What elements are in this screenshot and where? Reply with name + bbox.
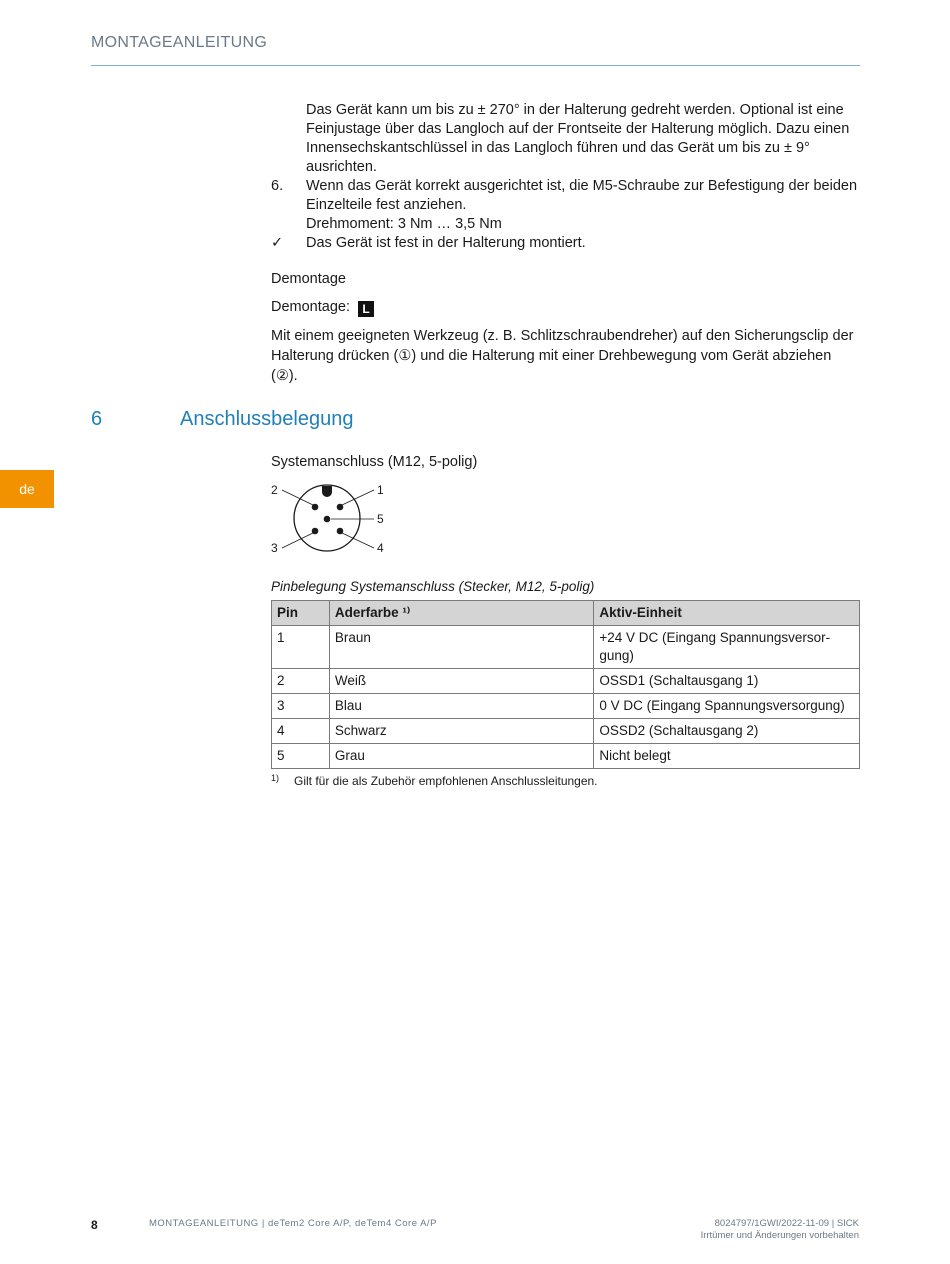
result-text: Das Gerät ist fest in der Halterung montiert. bbox=[306, 235, 586, 251]
connector-key bbox=[322, 486, 332, 497]
section-title: Anschlussbelegung bbox=[180, 408, 354, 430]
cell-wire-color: Weiß bbox=[329, 669, 593, 694]
pin-label-5: 5 bbox=[377, 512, 384, 526]
connector-heading: Systemanschluss (M12, 5-polig) bbox=[271, 454, 478, 470]
pin-assignment-table bbox=[271, 600, 860, 769]
cell-pin: 4 bbox=[272, 719, 330, 744]
demontage-label-line bbox=[271, 299, 374, 317]
checkmark-icon: ✓ bbox=[271, 235, 284, 251]
demontage-text: Mit einem geeigneten Werkzeug (z. B. Schlitzschraubendreher) auf den Sicherungsclip der Halterung drücken (①) und die Halterung mit einer Drehbewegung vom Gerät abziehen (②). bbox=[271, 328, 854, 384]
cell-wire-color: Schwarz bbox=[329, 719, 593, 744]
step-number: 6. bbox=[271, 178, 284, 194]
header-active-unit: Aktiv-Einheit bbox=[594, 601, 860, 626]
cell-active-unit: +24 V DC (Eingang Spannungsversorgung) bbox=[594, 626, 860, 669]
header-pin: Pin bbox=[272, 601, 330, 626]
cell-pin: 3 bbox=[272, 694, 330, 719]
section-number: 6 bbox=[91, 408, 103, 430]
step-6-text: Wenn das Gerät korrekt ausgerichtet ist, die M5-Schraube zur Befestigung der beiden Einzelteile fest anziehen. bbox=[306, 178, 858, 213]
page-number: 8 bbox=[91, 1218, 98, 1232]
cell-wire-color: Grau bbox=[329, 744, 593, 769]
table-row bbox=[272, 694, 860, 719]
step-6 bbox=[271, 177, 861, 237]
pin-label-3: 3 bbox=[271, 541, 278, 555]
cell-active-unit: Nicht belegt bbox=[594, 744, 860, 769]
instruction-continuation: Das Gerät kann um bis zu ± 270° in der Halterung gedreht werden. Optional ist eine Feinjustage über das Langloch auf der Frontseite der Halterung möglich. Dazu einen Innensechskantschlüssel in das Langloch führen und das Gerät um bis zu ± 9° ausrichten. bbox=[306, 102, 850, 175]
table-row bbox=[272, 719, 860, 744]
footnote-mark: 1) bbox=[271, 773, 280, 783]
demontage-label: Demontage: bbox=[271, 299, 350, 315]
footer-reference bbox=[701, 1218, 859, 1242]
table-row bbox=[272, 626, 860, 669]
footer-document-title: MONTAGEANLEITUNG | deTem2 Core A/P, deTem4 Core A/P bbox=[149, 1218, 437, 1229]
table-caption: Pinbelegung Systemanschluss (Stecker, M12, 5-polig) bbox=[271, 579, 595, 594]
demontage-heading: Demontage bbox=[271, 271, 346, 287]
pin-5 bbox=[324, 516, 331, 523]
connector-pin-diagram bbox=[262, 476, 402, 560]
cell-pin: 1 bbox=[272, 626, 330, 669]
cell-active-unit: OSSD1 (Schaltausgang 1) bbox=[594, 669, 860, 694]
footnote-text: Gilt für die als Zubehör empfohlenen Anschlussleitungen. bbox=[294, 774, 598, 788]
cell-pin: 5 bbox=[272, 744, 330, 769]
language-tab: de bbox=[0, 470, 54, 508]
table-header-row bbox=[272, 601, 860, 626]
header-title: MONTAGEANLEITUNG bbox=[91, 34, 268, 51]
badge-icon: L bbox=[358, 301, 374, 317]
leader-4 bbox=[342, 533, 374, 548]
pin-label-2: 2 bbox=[271, 483, 278, 497]
cell-active-unit: OSSD2 (Schaltausgang 2) bbox=[594, 719, 860, 744]
footer-disclaimer: Irrtümer und Änderungen vorbehalten bbox=[700, 1230, 859, 1241]
table-row bbox=[272, 669, 860, 694]
footer-doc-ref: 8024797/1GWI/2022-11-09 | SICK bbox=[714, 1218, 859, 1229]
pin-label-4: 4 bbox=[377, 541, 384, 555]
cell-wire-color: Braun bbox=[329, 626, 593, 669]
table-row bbox=[272, 744, 860, 769]
torque-text: Drehmoment: 3 Nm … 3,5 Nm bbox=[306, 216, 502, 232]
cell-wire-color: Blau bbox=[329, 694, 593, 719]
cell-active-unit: 0 V DC (Eingang Spannungsversorgung) bbox=[594, 694, 860, 719]
cell-pin: 2 bbox=[272, 669, 330, 694]
header-divider bbox=[91, 65, 860, 66]
result-line bbox=[271, 234, 861, 254]
pin-label-1: 1 bbox=[377, 483, 384, 497]
header-wire-color: Aderfarbe ¹⁾ bbox=[329, 601, 593, 626]
